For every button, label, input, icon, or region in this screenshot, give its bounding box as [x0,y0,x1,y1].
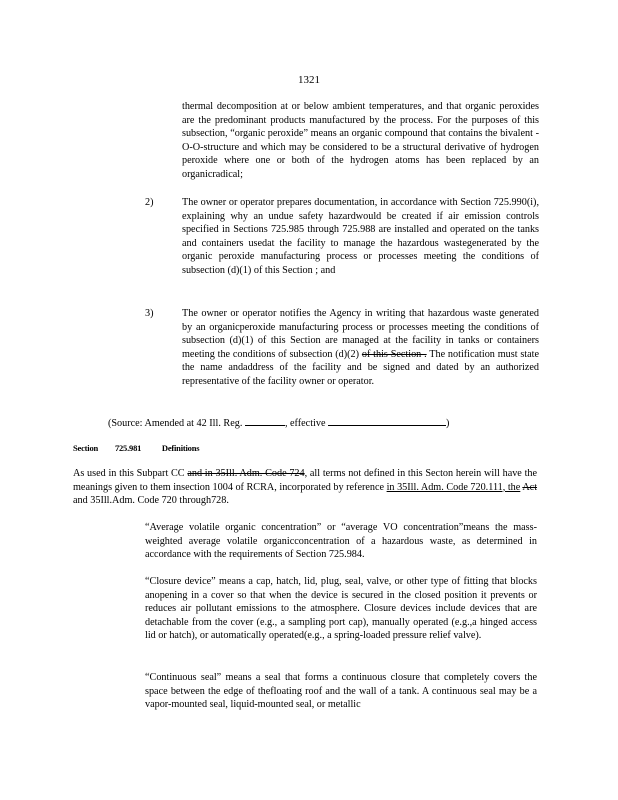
top-paragraph: thermal decomposition at or below ambient temperatures, and that organic peroxides are the predominant products manufactured by the process. For the purposes of this subsection, “organic peroxide” means an organic compound that contains the bivalent -O-O-structure and which may be considered to be a structural derivative of hydrogen peroxide where one or both of the hydrogen atoms has been replaced by an organicradical; [182,101,539,180]
item-3-number: 3) [145,308,154,319]
definition-closure-device: “Closure device” means a cap, hatch, lid, plug, seal, valve, or other type of fitting that blocks anopening in a cover so that when the device is secured in the closed position it prevents or reduces air pollutant emissions to the atmosphere. Closure devices include devices that are detachable from the cover (e.g., a sampling port cap), manually operated (e.g.,a hinged access lid or hatch), or automatically operated(e.g., a spring-loaded pressure relief valve). [145,576,537,642]
item-2-text: The owner or operator prepares documentation, in accordance with Section 725.990(i), explaining why an undue safety hazardwould be created if air emission controls specified in Sections 725.985 through 725.988 are installed and operated on the tanks and containers usedat the facility to manage the hazardous wastegenerated by the organic peroxide manufacturing process or processes meeting the conditions of subsection (d)(1) of this Section ; and [182,197,539,276]
intro-underlined: in 35Ill. Adm. Code 720.111, the [386,481,521,493]
definition-continuous-seal: “Continuous seal” means a seal that forms a continuous closure that completely covers the space between the edge of thefloating roof and the wall of a tank. A continuous seal may be a vapor-mounted seal, liquid-mounted seal, or metallic [145,672,537,711]
intro-paragraph [73,467,537,508]
item-3-text [182,307,539,389]
intro-part-1: As used in this Subpart CC [73,468,185,479]
register-blank [245,415,285,426]
section-title: Definitions [161,443,200,453]
effective-date-blank [328,415,446,426]
item-2-number: 2) [145,197,154,208]
section-label: Section [73,443,99,453]
section-number: 725.981 [114,443,142,453]
source-suffix: ) [446,418,450,429]
source-prefix: (Source: Amended at 42 Ill. Reg. [108,418,243,429]
page-number: 1321 [298,74,320,86]
source-note [108,415,548,431]
item-3-text-before: The owner or operator notifies the Agency in writing that hazardous waste generated by an organicperoxide manufacturing process or processes meeting the conditions of subsection (d)(1) of this Section are managed at the facility in tanks or containers meeting the conditions of subsection (d)(2) [182,308,539,360]
item-3-struck-text: of this Section . [361,348,427,360]
source-middle: , effective [284,418,326,429]
definition-average-vo: “Average volatile organic concentration” or “average VO concentration”means the mass-weighted average volatile organicconcentration of a hazardous waste, as determined in accordance with the requirements of Section 725.984. [145,522,537,561]
intro-part-3: and 35Ill.Adm. Code 720 through728. [73,495,229,507]
intro-part-2: , all terms not defined in this Secton herein will have the meanings given to them insection 1004 of RCRA, incorporated by reference [73,468,538,493]
item-3-text-after: The notification must state the name andaddress of the facility and be signed and dated by an authorized representative of the facility owner or operator. [182,348,540,387]
section-heading [73,443,199,453]
intro-struck-2: Act [522,481,538,493]
intro-struck-1: and in 35Ill. Adm. Code 724 [187,468,305,479]
